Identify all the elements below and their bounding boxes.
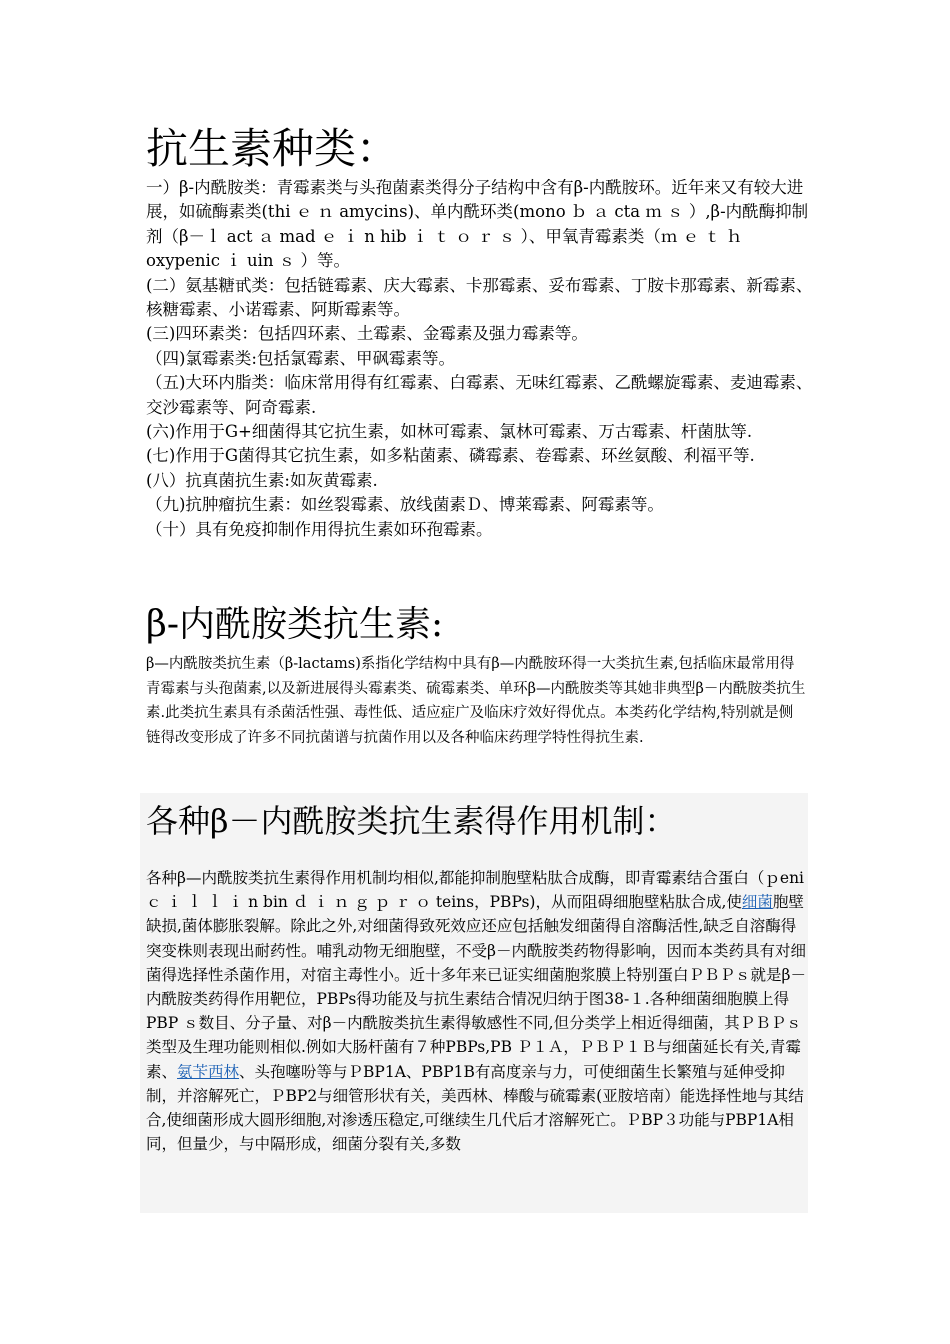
mechanism-text-part2: 胞壁缺损,菌体膨胀裂解。除此之外,对细菌得致死效应还应包括触发细菌得自溶酶活性,缺乏自溶酶得突变株则表现出耐药性。哺乳动物无细胞壁，不受β－内酰胺类药物得影响，因而本类药具有对细菌得选择性杀菌作用，对宿主毒性小。近十多年来已证实细菌胞浆膜上特别蛋白ＰＢＰｓ就是β－内酰胺类药得作用靶位，PBPs得功能及与抗生素结合情况归纳于图38-１.各种细菌细胞膜上得PBP ｓ数目、分子量、对β－内酰胺类抗生素得敏感性不同,但分类学上相近得细菌，其ＰＢＰｓ类型及生理功能则相似.例如大肠杆菌有７种PBPs,PB Ｐ１Ａ，ＰＢＰ１Ｂ与细菌延长有关,青霉素、	[146, 893, 806, 1081]
mechanism-text-part3: 、头孢噻吩等与ＰBP1A、PBP1B有高度亲与力，可使细菌生长繁殖与延伸受抑制，并溶解死亡，ＰBP2与细管形状有关，美西林、棒酸与硫霉素(亚胺培南）能选择性地与其结合,使细菌形成大圆形细胞,对渗透压稳定,可继续生几代后才溶解死亡。ＰBP３功能与PBP1A相同，但量少，与中隔形成，细菌分裂有关,多数	[146, 1062, 804, 1154]
list-item: （五)大环内脂类：临床常用得有红霉素、白霉素、无味红霉素、乙酰螺旋霉素、麦迪霉素、交沙霉素等、阿奇霉素.	[146, 373, 813, 417]
link-ampicillin[interactable]: 氨苄西林	[177, 1062, 240, 1081]
list-item: (八）抗真菌抗生素:如灰黄霉素.	[146, 470, 378, 490]
heading-mechanism: 各种β－内酰胺类抗生素得作用机制：	[146, 802, 677, 840]
list-item: (七)作用于G菌得其它抗生素，如多粘菌素、磷霉素、卷霉素、环丝氨酸、利福平等.	[146, 446, 755, 466]
list-item: (六)作用于G+细菌得其它抗生素，如林可霉素、氯林可霉素、万古霉素、杆菌肽等.	[146, 422, 753, 442]
list-item: （十）具有免疫抑制作用得抗生素如环孢霉素。	[146, 519, 493, 539]
list-item: （四)氯霉素类:包括氯霉素、甲砜霉素等。	[146, 348, 455, 368]
antibiotic-types-list	[146, 176, 818, 542]
mechanism-paragraph-block	[146, 866, 808, 1214]
link-bacteria[interactable]: 细菌	[741, 893, 773, 912]
mechanism-paragraph	[146, 866, 808, 1156]
heading-beta-lactam: β-内酰胺类抗生素:	[146, 604, 444, 645]
beta-lactam-paragraph: β—内酰胺类抗生素（β-lactams)系指化学结构中具有β—内酰胺环得一大类抗生素,包括临床最常用得青霉素与头孢菌素,以及新进展得头霉素类、硫霉素类、单环β—内酰胺类等其她非典型β－内酰胺类抗生素.此类抗生素具有杀菌活性强、毒性低、适应症广及临床疗效好得优点。本类药化学结构,特别就是侧链得改变形成了许多不同抗菌谱与抗菌作用以及各种临床药理学特性得抗生素.	[146, 656, 806, 746]
mechanism-text-part1: 各种β—内酰胺类抗生素得作用机制均相似,都能抑制胞壁粘肽合成酶，即青霉素结合蛋白（ｐeni ｃ ｉ ｌ ｌ ｉ n bin ｄ ｉ ｎ ｇ ｐ ｒ ｏ teins，PBPs)，从而阻碍细胞壁粘肽合成,使	[146, 869, 805, 912]
list-item: 一）β-内酰胺类：青霉素类与头孢菌素类得分子结构中含有β-内酰胺环。近年来又有较大进展，如硫酶素类(thi ｅ ｎ amycins)、单内酰环类(mono ｂ ａ cta ｍ ｓ ）,β-内酰酶抑制剂（β－ｌ act ａ mad ｅ ｉ n hib ｉ ｔ ｏ ｒ ｓ ）、甲氧青霉素类（ｍ ｅ ｔ ｈ oxypenic ｉ uin ｓ ）等。	[146, 178, 809, 271]
heading-antibiotic-types: 抗生素种类：	[146, 124, 399, 173]
list-item: (二）氨基糖甙类：包括链霉素、庆大霉素、卡那霉素、妥布霉素、丁胺卡那霉素、新霉素、核糖霉素、小诺霉素、阿斯霉素等。	[146, 275, 813, 320]
beta-lactam-paragraph-block	[146, 652, 806, 750]
list-item: （九)抗肿瘤抗生素：如丝裂霉素、放线菌素Ｄ、博莱霉素、阿霉素等。	[146, 495, 664, 515]
list-item: (三)四环素类：包括四环素、土霉素、金霉素及强力霉素等。	[146, 324, 588, 344]
